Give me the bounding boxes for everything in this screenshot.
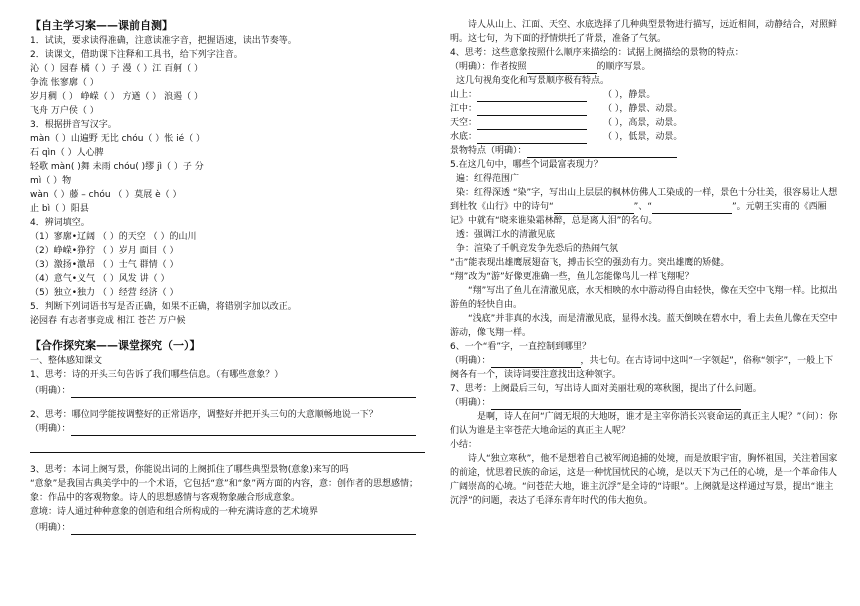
answer-blank[interactable] — [477, 91, 587, 102]
answer-blank[interactable] — [477, 133, 587, 144]
item-2: 2．读课文，借助课下注释和工具书，给下列字注音。 — [30, 50, 243, 60]
question-3: 3、思考：本词上阕写景，你能说出词的上阕抓住了哪些典型景物(意象)来写的吗 — [30, 465, 349, 475]
answer-blank[interactable] — [527, 63, 597, 74]
answer-row — [30, 384, 430, 398]
question-4: 4、思考：这些意象按照什么顺序来描绘的：试据上阕描绘的景物的特点： — [450, 48, 744, 58]
scene-label: 水底： — [450, 132, 478, 142]
item-4: 4．辨词填空。 — [30, 218, 90, 228]
answer-blank[interactable] — [71, 425, 416, 436]
pinyin-row: 沁（ ）园春 橘（ ）子 漫（ ）江 百舸（ ） — [30, 64, 204, 74]
answer-label: （明确）：作者按照 — [450, 62, 527, 72]
answer-blank[interactable] — [527, 147, 677, 158]
answer-label: （明确）： — [450, 356, 491, 366]
wrong-words-row: 泌园春 有志者事竞成 相江 苍芒 万户候 — [30, 316, 186, 326]
answer-row — [30, 422, 430, 436]
word-analysis: “翔”写出了鱼儿在清澈见底，水天相映的水中游动得自由轻快，像在天空中飞翔一样。比拟出游鱼的轻快自由。 — [450, 286, 838, 310]
answer-row — [450, 144, 840, 158]
analysis-text: ”。元朝王实甫的《西厢记》中就有“晓来谁染霜林醉，总是离人泪”的名句。 — [450, 202, 827, 226]
scene-value: （ ），静景、动景。 — [603, 104, 683, 114]
answer-blank[interactable] — [71, 387, 416, 398]
word-analysis — [450, 186, 840, 228]
scene-label: 江中： — [450, 104, 478, 114]
answer-label: 景物特点（明确）： — [450, 146, 527, 156]
section-heading-cooperative: 【合作探究案——课堂探究（一）】 — [30, 339, 201, 352]
answer-blank[interactable] — [491, 399, 741, 410]
answer-row — [450, 396, 840, 410]
word-analysis: 争：渲染了千帆竞发争先恐后的热闹气氛 — [456, 244, 619, 254]
answer-blank[interactable] — [652, 203, 732, 214]
word-choice-row: （4）意气•义气 （ ）风发 讲（ ） — [30, 274, 170, 284]
answer-label: （明确）： — [30, 424, 71, 434]
answer-row — [30, 521, 430, 535]
hanzi-row: mì（ ）物 — [30, 176, 72, 186]
answer-tail: ，共七句。在古诗词中这叫“一字领起”，俗称“领字”，一般上下阕各有一个，读诗词要注意找出这种领字。 — [450, 356, 834, 380]
word-analysis: “击”能表现出雄鹰展翅奋飞，搏击长空的强劲有力。突出雄鹰的矫健。 — [450, 258, 730, 268]
question-1: 1、思考：诗的开头三句告诉了我们哪些信息。（有哪些意象？） — [30, 370, 284, 380]
answer-blank[interactable] — [554, 203, 634, 214]
hanzi-row: 石 qìn（ ）人心脾 — [30, 148, 104, 158]
word-analysis: “翔”改为“游”好像更准确一些，鱼儿怎能像鸟儿一样飞翔呢？ — [450, 272, 694, 282]
word-analysis: 透：强调江水的清澈见底 — [456, 230, 556, 240]
word-choice-row: （3）激扬•激昂 （ ）士气 群情（ ） — [30, 260, 179, 270]
answer-row — [450, 354, 840, 382]
word-analysis: 遍：红得范围广 — [456, 174, 520, 184]
hanzi-row: 止 bì（ ）阳县 — [30, 204, 89, 214]
item-5: 5．判断下列词语书写是否正确，如果不正确，将错别字加以改正。 — [30, 302, 297, 312]
word-choice-row: （5）独立•独力 （ ）经营 经济（ ） — [30, 288, 179, 298]
scene-label: 天空： — [450, 118, 478, 128]
answer-label: （明确）： — [30, 523, 71, 533]
answer-label: （明确）： — [30, 386, 71, 396]
pinyin-row: 争流 怅寥廓（ ） — [30, 78, 99, 88]
paragraph: 诗人从山上、江面、天空、水底选择了几种典型景物进行描写，远近相间，动静结合，对照鲜明。这七句，为下面的抒情烘托了背景，准备了气氛。 — [450, 20, 838, 44]
answer-blank[interactable] — [477, 105, 587, 116]
word-analysis: “浅底”并非真的水浅，而是清澈见底，显得水浅。蓝天倒映在碧水中，看上去鱼儿像在天空中游动，像飞翔一样。 — [450, 314, 838, 338]
answer-blank[interactable] — [477, 119, 587, 130]
scene-row — [450, 116, 840, 130]
scene-row — [450, 88, 840, 102]
answer-label: （明确）： — [450, 398, 491, 408]
pinyin-row: 岁月稠（ ） 峥嵘（ ） 方遒（ ） 浪遏（ ） — [30, 92, 204, 102]
word-choice-row: （2）峥嵘•狰狞 （ ）岁月 面目（ ） — [30, 246, 179, 256]
analysis-text: 染：红得深透 “染”字，写出山上层层的枫林仿佛人工染成的一样，景色十分壮美，很容易让人想到杜牧《山行》中的诗句“ — [450, 188, 838, 212]
concept-definition: 意境：诗人通过种种意象的创造和组合所构成的一种充满诗意的艺术境界 — [30, 507, 319, 517]
item-1: 1．试读，要求读得准确，注意读准字音，把握语速，读出节奏等。 — [30, 36, 297, 46]
scene-value: （ ），高景，动景。 — [603, 118, 683, 128]
question-6: 6、一个“看”字，一直控制到哪里？ — [450, 342, 592, 352]
scene-row — [450, 130, 840, 144]
scene-row — [450, 102, 840, 116]
answer-tail: 的顺序写景。 — [596, 62, 651, 72]
answer-blank[interactable] — [491, 357, 581, 368]
pinyin-row: 飞舟 万户侯（ ） — [30, 106, 99, 116]
answer-blank[interactable] — [71, 524, 416, 535]
subsection-title: 一、整体感知课文 — [30, 356, 103, 366]
summary-label: 小结： — [450, 440, 478, 450]
answer-blank[interactable] — [30, 442, 425, 453]
item-3: 3．根据拼音写汉字。 — [30, 120, 117, 130]
concept-definition: “意象”是我国古典美学中的一个术语，它包括“意”和“象”两方面的内容，意：创作者的思想感情；象：作品中的客观物象。诗人的思想感情与客观物象融合形成意象。 — [30, 479, 418, 503]
hanzi-row: wàn（ ）藤 – chóu （ ）莫展 è（ ） — [30, 190, 182, 200]
scene-value: （ ），低景，动景。 — [603, 132, 683, 142]
paragraph: 是啊，诗人在问“广阔无垠的大地呀，谁才是主宰你消长兴衰命运的真正主人呢？”（问）：你们认为谁是主宰苍茫大地命运的真正主人呢？ — [450, 412, 838, 436]
answer-row — [450, 60, 840, 74]
question-2: 2、思考：哪位同学能按调整好的正常语序，调整好并把开头三句的大意顺畅地说一下？ — [30, 410, 378, 420]
scene-value: （ ），静景。 — [603, 90, 656, 100]
question-5: 5.在这几句中，哪些个词最富表现力？ — [450, 160, 603, 170]
summary-text: 诗人“独立寒秋”，他不是想着自己被军阀追捕的处境，而是放眼宇宙，胸怀祖国，关注着国家的前途，忧思着民族的命运，这是一种忧国忧民的心境，是以天下为己任的心境，是一个革命伟人广阔崇高的心境。“问苍茫大地，谁主沉浮”是全诗的“诗眼”。上阕就是这样通过写景，提出“谁主沉浮”的问题，表达了毛泽东青年时代的伟大抱负。 — [450, 454, 838, 506]
paragraph: 这几句视角变化和写景顺序极有特点。 — [456, 76, 610, 86]
analysis-text: ”、“ — [633, 202, 652, 212]
question-7: 7、思考：上阕最后三句，写出诗人面对美丽壮观的寒秋图，提出了什么问题。 — [450, 384, 762, 394]
right-column — [450, 18, 840, 508]
section-heading-self-study: 【自主学习案——课前自测】 — [30, 19, 173, 32]
left-column — [30, 18, 430, 535]
hanzi-row: màn（ ）山遍野 无比 chóu（ ）怅 ié（ ） — [30, 134, 206, 144]
word-choice-row: （1）寥廓•辽阔 （ ）的天空 （ ）的山川 — [30, 232, 197, 242]
scene-label: 山上： — [450, 90, 478, 100]
hanzi-row: 轻歌 màn( )舞 未雨 chóu( )缪 jì（ ）子 分 — [30, 162, 204, 172]
